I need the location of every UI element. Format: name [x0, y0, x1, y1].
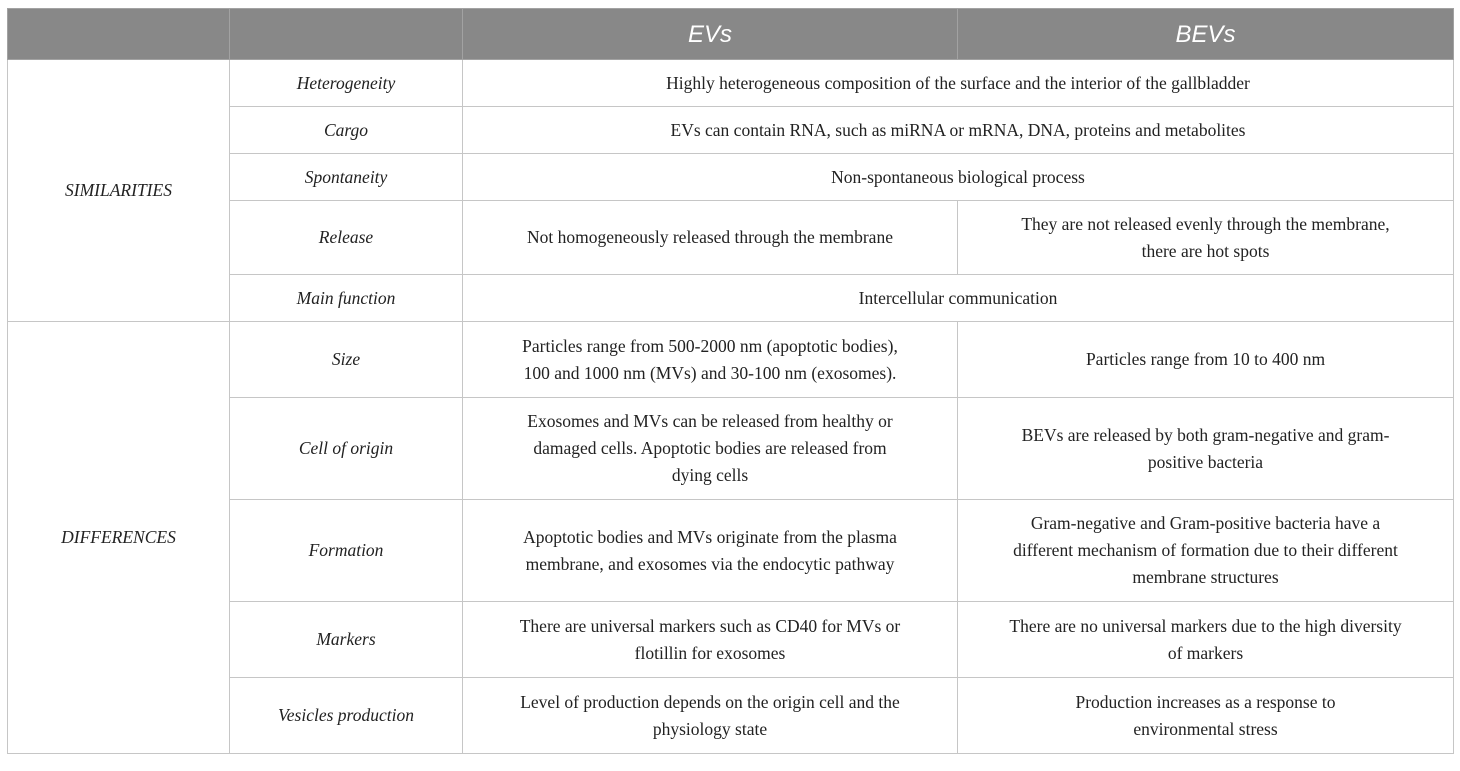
header-group-cell: [8, 9, 230, 60]
table-row: [8, 322, 1454, 398]
differences-section: [8, 322, 1454, 754]
header-evs: EVs: [463, 9, 958, 60]
text-line: there are hot spots: [1141, 240, 1270, 261]
text-line: 100 and 1000 nm (MVs) and 30-100 nm (exosomes).: [523, 362, 897, 383]
similarities-section: [8, 60, 1454, 322]
bevs-value-release: [958, 201, 1454, 275]
property-heterogeneity: Heterogeneity: [230, 60, 463, 107]
bevs-value-size: Particles range from 10 to 400 nm: [958, 322, 1454, 398]
text-line: dying cells: [671, 465, 749, 485]
property-formation: Formation: [230, 500, 463, 602]
text-line: Level of production depends on the origin cell and the: [520, 691, 900, 712]
group-label-similarities: SIMILARITIES: [8, 60, 230, 322]
text-line: positive bacteria: [1147, 451, 1264, 472]
bevs-value-cell-of-origin: [958, 398, 1454, 500]
group-label-differences: DIFFERENCES: [8, 322, 230, 754]
text-line: Gram-negative and Gram-positive bacteria have a: [1030, 513, 1381, 533]
property-main-function: Main function: [230, 275, 463, 322]
shared-value-cargo: EVs can contain RNA, such as miRNA or mRNA, DNA, proteins and metabolites: [463, 107, 1454, 154]
property-release: Release: [230, 201, 463, 275]
evs-value-cell-of-origin: [463, 398, 958, 500]
shared-value-main-function: Intercellular communication: [463, 275, 1454, 322]
bevs-value-vesicles-production: [958, 678, 1454, 754]
bevs-value-markers: [958, 602, 1454, 678]
text-line: BEVs are released by both gram-negative and gram-: [1021, 424, 1390, 445]
text-line: Production increases as a response to: [1075, 691, 1336, 712]
property-markers: Markers: [230, 602, 463, 678]
shared-value-heterogeneity: Highly heterogeneous composition of the surface and the interior of the gallbladder: [463, 60, 1454, 107]
evs-value-formation: [463, 500, 958, 602]
header-bevs: BEVs: [958, 9, 1454, 60]
text-line: of markers: [1167, 642, 1244, 663]
text-line: There are universal markers such as CD40 for MVs or: [519, 615, 901, 636]
text-line: Particles range from 500-2000 nm (apoptotic bodies),: [522, 335, 898, 356]
text-line: different mechanism of formation due to their different: [1013, 540, 1398, 560]
shared-value-spontaneity: Non-spontaneous biological process: [463, 154, 1454, 201]
text-line: They are not released evenly through the membrane,: [1021, 213, 1390, 234]
table-row: [8, 60, 1454, 107]
text-line: membrane structures: [1132, 567, 1279, 587]
header-row: [8, 9, 1454, 60]
text-line: damaged cells. Apoptotic bodies are released from: [533, 438, 887, 458]
comparison-table: [7, 8, 1454, 754]
property-vesicles-production: Vesicles production: [230, 678, 463, 754]
table-header: [8, 9, 1454, 60]
property-size: Size: [230, 322, 463, 398]
text-line: There are no universal markers due to the high diversity: [1009, 615, 1402, 636]
text-line: Exosomes and MVs can be released from healthy or: [527, 411, 893, 431]
text-line: flotillin for exosomes: [634, 642, 786, 663]
bevs-value-formation: [958, 500, 1454, 602]
text-line: environmental stress: [1133, 718, 1278, 739]
property-cargo: Cargo: [230, 107, 463, 154]
text-line: membrane, and exosomes via the endocytic pathway: [525, 553, 895, 574]
header-property-cell: [230, 9, 463, 60]
evs-value-release: Not homogeneously released through the membrane: [463, 201, 958, 275]
evs-value-size: [463, 322, 958, 398]
text-line: physiology state: [652, 718, 768, 739]
evs-value-markers: [463, 602, 958, 678]
property-cell-of-origin: Cell of origin: [230, 398, 463, 500]
text-line: Apoptotic bodies and MVs originate from the plasma: [523, 526, 897, 547]
property-spontaneity: Spontaneity: [230, 154, 463, 201]
evs-value-vesicles-production: [463, 678, 958, 754]
